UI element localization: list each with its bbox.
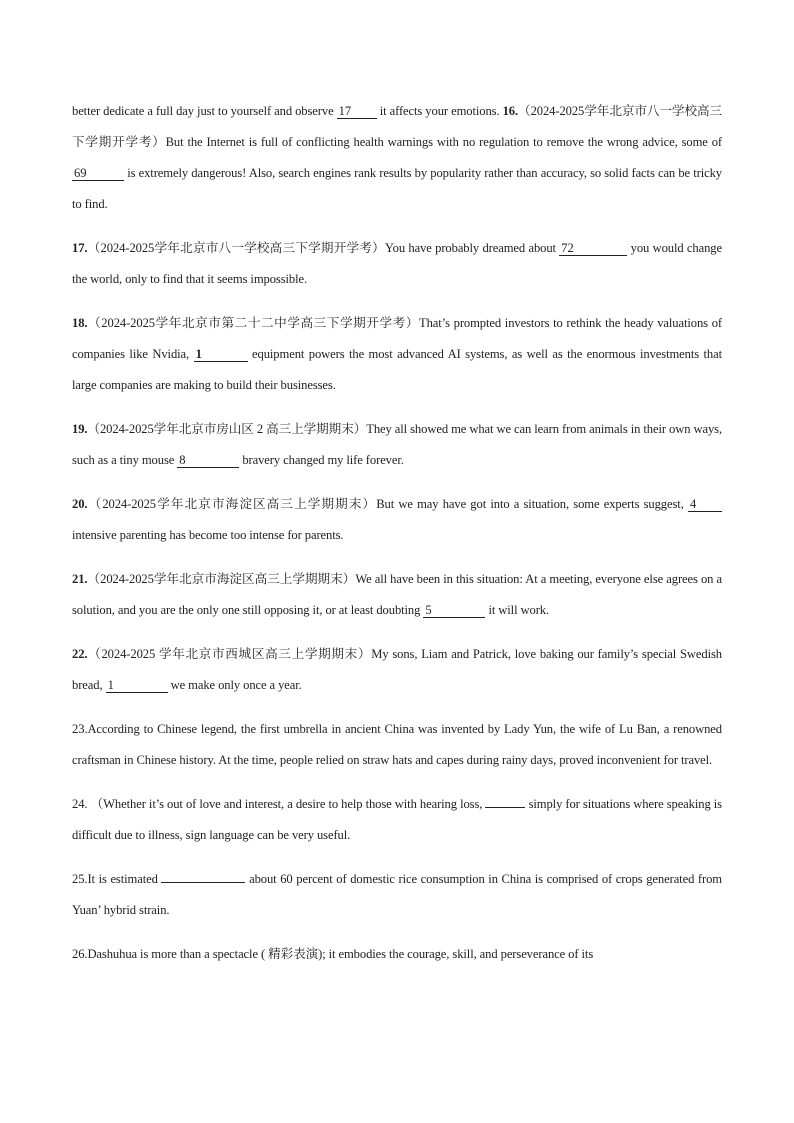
question-source: （2024-2025学年北京市海淀区高三上学期期末） [87, 572, 356, 586]
question-text: 24. （Whether it’s out of love and interest, a desire to help those with hearing loss, [72, 797, 486, 811]
question-item-22 [72, 639, 722, 701]
question-source: （2024-2025学年北京市房山区 2 高三上学期期末） [87, 422, 367, 436]
question-text: bravery changed my life forever. [239, 453, 404, 467]
answer-blank: 5 [423, 603, 485, 618]
question-source: （2024-2025学年北京市八一学校高三下学期开学考） [87, 241, 385, 255]
question-number: 17. [72, 241, 88, 255]
question-source: （2024-2025 学年北京市西城区高三上学期期末） [87, 647, 372, 661]
question-text: equipment powers the most advanced AI systems, as well as the enormous investments that large companies are making to build their businesses. [72, 347, 722, 392]
question-text: 25.It is estimated [72, 872, 162, 886]
question-text: We all have been in this situation: At a meeting, everyone else agrees on a solution, and you are the only one still opposing it, or at least doubting [72, 572, 722, 617]
question-text: But we may have got into a situation, some experts suggest, [376, 497, 688, 511]
document-page [72, 96, 722, 983]
question-item-18 [72, 308, 722, 401]
question-text: simply for situations where speaking is difficult due to illness, sign language can be very useful. [72, 797, 722, 842]
answer-blank: 8 [177, 453, 239, 468]
question-number: 18. [72, 316, 88, 330]
answer-blank: 72 [559, 241, 627, 256]
question-number: 22. [72, 647, 88, 661]
question-source: （2024-2025学年北京市第二十二中学高三下学期开学考） [87, 316, 420, 330]
answer-blank: 4 [688, 497, 722, 512]
question-text: 23.According to Chinese legend, the first umbrella in ancient China was invented by Lady Yun, the wife of Lu Ban, a renowned craftsman in Chinese history. At the time, people relied on straw hats and capes during rainy days, proved inconvenient for travel. [72, 722, 722, 767]
question-text: But the Internet is full of conflicting health warnings with no regulation to remove the wrong advice, some of [165, 135, 722, 149]
question-item-24 [72, 789, 722, 851]
answer-blank: 1 [106, 678, 168, 693]
question-text: it affects your emotions. [376, 104, 503, 118]
question-text: better dedicate a full day just to yourself and observe [72, 104, 337, 118]
question-source: （2024-2025学年北京市海淀区高三上学期期末） [87, 497, 377, 511]
question-text: about 60 percent of domestic rice consumption in China is comprised of crops generated from Yuan’ hybrid strain. [72, 872, 722, 917]
answer-blank [161, 868, 245, 883]
question-text: My sons, Liam and Patrick, love baking our family’s special Swedish bread, [72, 647, 722, 692]
answer-blank: 69 [72, 166, 124, 181]
question-item-20 [72, 489, 722, 551]
question-text: intensive parenting has become too intense for parents. [72, 528, 344, 542]
question-item-23 [72, 714, 722, 776]
question-text: You have probably dreamed about [384, 241, 560, 255]
question-number: 16. [502, 104, 519, 118]
question-item-17 [72, 233, 722, 295]
question-item-19 [72, 414, 722, 476]
question-text: you would change the world, only to find that it seems impossible. [72, 241, 722, 286]
question-item-25 [72, 864, 722, 926]
answer-blank: 17 [337, 104, 377, 119]
question-text: it will work. [485, 603, 550, 617]
answer-blank: 1 [194, 347, 248, 362]
question-number: 20. [72, 497, 88, 511]
question-number: 19. [72, 422, 88, 436]
question-text: is extremely dangerous! Also, search engines rank results by popularity rather than accuracy, so solid facts can be tricky to find. [72, 166, 722, 211]
question-item-26 [72, 939, 722, 970]
answer-blank [485, 793, 525, 808]
question-source: （2024-2025学年北京市八一学校高三下学期开学考） [72, 104, 722, 149]
question-text: we make only once a year. [167, 678, 302, 692]
question-text: That’s prompted investors to rethink the heady valuations of companies like Nvidia, [72, 316, 722, 361]
question-text: 26.Dashuhua is more than a spectacle ( 精彩表演); it embodies the courage, skill, and perseverance of its [72, 947, 594, 961]
question-paragraph-15-16 [72, 96, 722, 220]
question-item-21 [72, 564, 722, 626]
question-number: 21. [72, 572, 88, 586]
question-text: They all showed me what we can learn from animals in their own ways, such as a tiny mouse [72, 422, 723, 467]
